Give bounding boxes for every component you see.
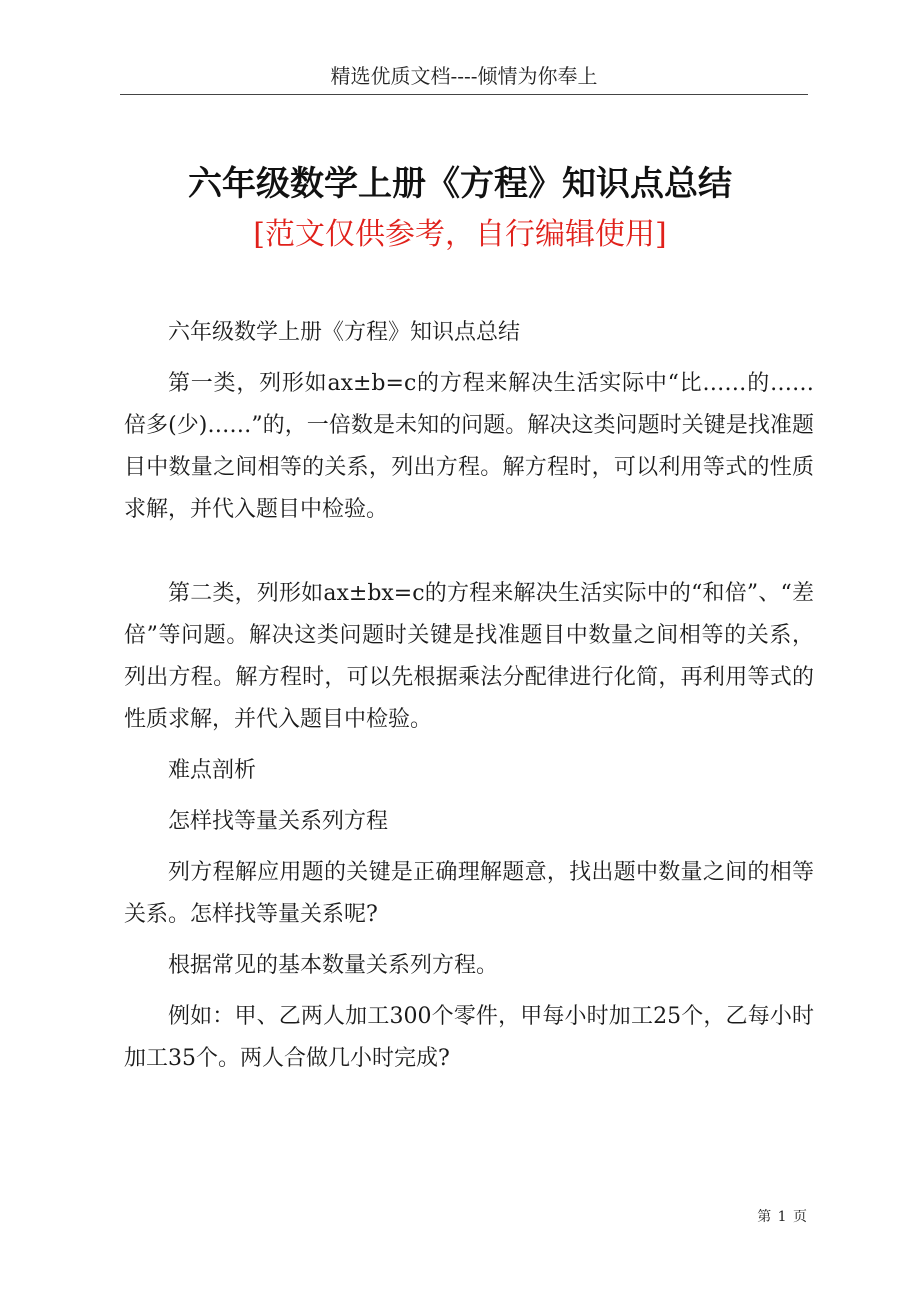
document-subtitle: [范文仅供参考，自行编辑使用] xyxy=(253,217,667,252)
paragraph-heading: 六年级数学上册《方程》知识点总结 xyxy=(168,320,521,345)
page-number: 第 1 页 xyxy=(757,1209,808,1225)
page-header: 精选优质文档----倾情为你奉上 xyxy=(330,64,598,88)
paragraph-equation-heading: 怎样找等量关系列方程 xyxy=(168,809,389,834)
paragraph-example: 例如：甲、乙两人加工300个零件，甲每小时加工25个，乙每小时加工35个。两人合做几小时完成? xyxy=(124,1004,814,1071)
document-title: 六年级数学上册《方程》知识点总结 xyxy=(188,164,732,204)
paragraph-key-point: 列方程解应用题的关键是正确理解题意，找出题中数量之间的相等关系。怎样找等量关系呢? xyxy=(124,860,814,927)
paragraph-type-one: 第一类，列形如ax±b=c的方程来解决生活实际中“比……的……倍多(少)……”的，一倍数是未知的问题。解决这类问题时关键是找准题目中数量之间相等的关系，列出方程。解方程时，可以利用等式的性质求解，并代入题目中检验。 xyxy=(124,371,814,522)
paragraph-difficulty-heading: 难点剖析 xyxy=(168,758,257,783)
document-body xyxy=(124,312,814,1089)
header-divider xyxy=(120,94,808,95)
paragraph-type-two: 第二类，列形如ax±bx=c的方程来解决生活实际中的“和倍”、“差倍”等问题。解决这类问题时关键是找准题目中数量之间相等的关系，列出方程。解方程时，可以先根据乘法分配律进行化简，再利用等式的性质求解，并代入题目中检验。 xyxy=(124,581,814,732)
paragraph-basic-relation: 根据常见的基本数量关系列方程。 xyxy=(168,953,499,978)
